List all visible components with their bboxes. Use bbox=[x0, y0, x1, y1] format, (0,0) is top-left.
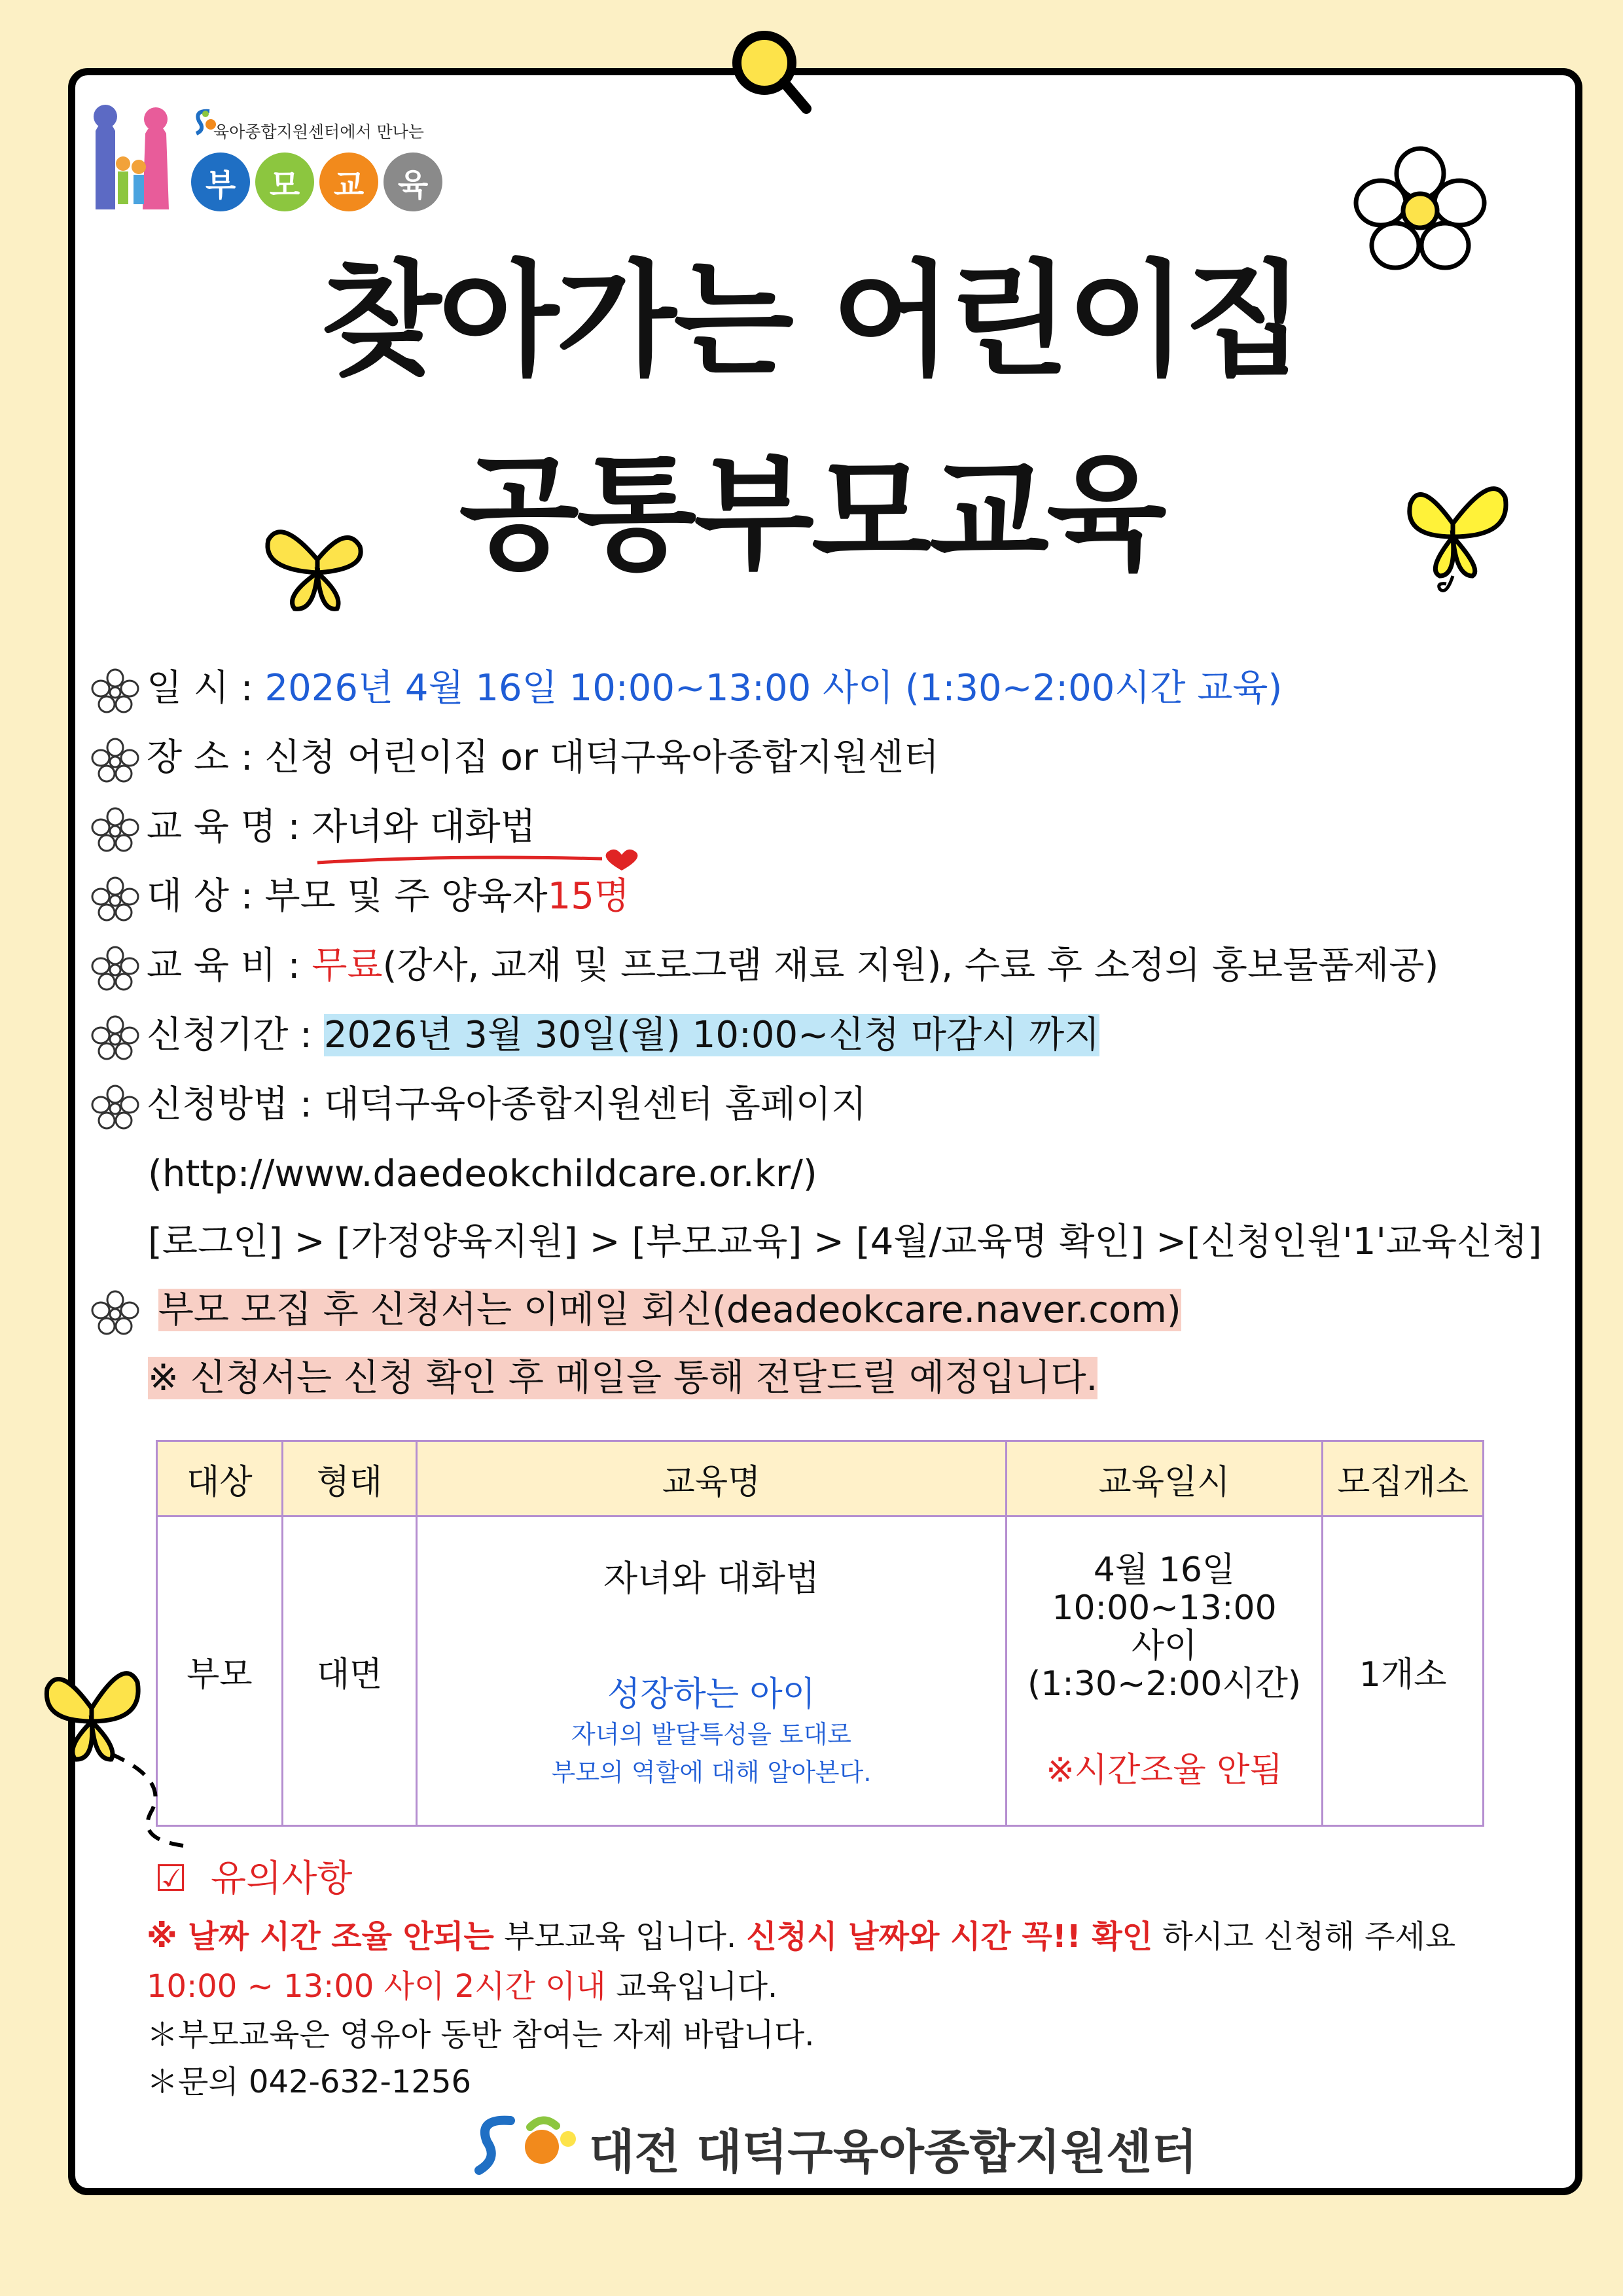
email-note: 부모 모집 후 신청서는 이메일 회신(deadeokcare.naver.com) bbox=[158, 1289, 1181, 1331]
course-title: 자녀와 대화법 bbox=[603, 1558, 820, 1599]
butterfly-trail-icon bbox=[39, 1656, 209, 1852]
time-line-4: (1:30~2:00시간) bbox=[1027, 1664, 1302, 1704]
table-header-row bbox=[157, 1441, 1484, 1516]
schedule-table bbox=[156, 1440, 1484, 1827]
magnifier-icon bbox=[720, 18, 818, 117]
target-count: 15명 bbox=[547, 875, 630, 918]
checkbox-icon: ☑ bbox=[154, 1857, 188, 1900]
main-title-line1: 찾아가는 어린이집 bbox=[321, 248, 1302, 393]
footer-org-name: 대전 대덕구육아종합지원센터 bbox=[589, 2125, 1198, 2179]
date-value: 2026년 4월 16일 10:00~13:00 사이 (1:30~2:00시간 교육) bbox=[264, 667, 1283, 709]
notice-line-3: ＊부모교육은 영유아 동반 참여는 자제 바랍니다. bbox=[147, 2017, 815, 2053]
table-header-cell: 형태 bbox=[282, 1441, 417, 1516]
info-row-email bbox=[88, 1284, 1181, 1336]
email-note-row2 bbox=[148, 1352, 1097, 1405]
course-cell bbox=[417, 1516, 1006, 1826]
fee-free: 무료 bbox=[312, 944, 383, 987]
period-label: 신청기간 : bbox=[147, 1014, 313, 1056]
info-row-target bbox=[88, 870, 630, 923]
notice-l1-black2: 하시고 신청해 주세요 bbox=[1152, 1918, 1456, 1955]
logo-circle-2: 모 bbox=[255, 152, 314, 211]
flower-bullet-icon bbox=[88, 737, 143, 783]
notice-line-1 bbox=[147, 1914, 1455, 1960]
underline-heart-icon bbox=[314, 835, 681, 874]
course-desc-2: 부모의 역할에 대해 알아본다. bbox=[551, 1758, 872, 1787]
main-title-line2: 공통부모교육 bbox=[459, 442, 1164, 586]
info-row-place bbox=[88, 732, 939, 784]
logo-circle-1: 부 bbox=[191, 152, 250, 211]
notice-l1-black1: 부모교육 입니다. bbox=[493, 1918, 747, 1955]
course-subtitle: 성장하는 아이 bbox=[607, 1675, 815, 1714]
time-line-3: 사이 bbox=[1131, 1626, 1198, 1666]
info-row-method bbox=[88, 1079, 866, 1131]
notice-l2-red: 10:00 ~ 13:00 사이 2시간 이내 bbox=[147, 1968, 606, 2005]
flower-bullet-icon bbox=[88, 945, 143, 991]
target-value: 부모 및 주 양육자 bbox=[264, 875, 548, 918]
logo-circle-4: 육 bbox=[383, 152, 442, 211]
flower-bullet-icon bbox=[88, 1014, 143, 1060]
flower-bullet-icon bbox=[88, 876, 143, 922]
count-cell: 1개소 bbox=[1323, 1516, 1484, 1826]
notice-title: 유의사항 bbox=[211, 1857, 353, 1900]
table-row bbox=[157, 1516, 1484, 1826]
method-url[interactable]: (http://www.daedeokchildcare.or.kr/) bbox=[148, 1153, 817, 1195]
period-value: 2026년 3월 30일(월) 10:00~신청 마감시 까지 bbox=[323, 1014, 1100, 1056]
notice-line-2 bbox=[147, 1964, 777, 2009]
place-value: 신청 어린이집 or 대덕구육아종합지원센터 bbox=[264, 736, 939, 779]
course-desc-1: 자녀의 발달특성을 토대로 bbox=[571, 1720, 851, 1749]
flower-bullet-icon bbox=[88, 668, 143, 713]
info-row-fee bbox=[88, 940, 1438, 992]
notice-header bbox=[154, 1856, 352, 1902]
family-logo-icon bbox=[82, 92, 181, 223]
type-cell: 대면 bbox=[282, 1516, 417, 1826]
flower-bullet-icon bbox=[88, 1084, 143, 1130]
notice-l1-red1: ※ 날짜 시간 조율 안되는 bbox=[147, 1918, 494, 1955]
table-header-cell: 모집개소 bbox=[1323, 1441, 1484, 1516]
info-row-date bbox=[88, 662, 1282, 715]
fee-rest: (강사, 교재 및 프로그램 재료 지원), 수료 후 소정의 홍보물품제공) bbox=[382, 944, 1439, 987]
time-line-2: 10:00~13:00 bbox=[1052, 1588, 1277, 1628]
course-name-label: 교 육 명 : bbox=[147, 806, 300, 848]
email-note2: ※ 신청서는 신청 확인 후 메일을 통해 전달드릴 예정입니다. bbox=[148, 1357, 1098, 1399]
place-label: 장 소 : bbox=[147, 736, 253, 779]
fee-label: 교 육 비 : bbox=[147, 944, 300, 987]
table-header-cell: 대상 bbox=[157, 1441, 283, 1516]
method-path: [로그인] > [가정양육지원] > [부모교육] > [4월/교육명 확인] >[신청인원'1'교육신청] bbox=[148, 1221, 1543, 1263]
flower-bullet-icon bbox=[88, 1289, 143, 1335]
time-cell bbox=[1006, 1516, 1323, 1826]
parent-education-logo bbox=[191, 152, 442, 211]
notice-l2-black: 교육입니다. bbox=[605, 1968, 778, 2005]
time-line-1: 4월 16일 bbox=[1093, 1550, 1236, 1590]
flower-bullet-icon bbox=[88, 806, 143, 852]
logo-circle-3: 교 bbox=[319, 152, 378, 211]
target-cell: 부모 bbox=[157, 1516, 283, 1826]
date-label: 일 시 : bbox=[147, 667, 253, 709]
table-header-cell: 교육일시 bbox=[1006, 1441, 1323, 1516]
method-value: 대덕구육아종합지원센터 홈페이지 bbox=[323, 1083, 867, 1126]
notice-line-4: ＊문의 042-632-1256 bbox=[147, 2064, 472, 2100]
logo-subtitle: 육아종합지원센터에서 만나는 bbox=[213, 122, 424, 141]
method-label: 신청방법 : bbox=[147, 1083, 313, 1126]
center-logo-icon bbox=[471, 2109, 582, 2181]
time-warning: ※시간조율 안됨 bbox=[1046, 1750, 1283, 1790]
target-label: 대 상 : bbox=[147, 875, 253, 918]
course-name-value: 자녀와 대화법 bbox=[312, 806, 536, 848]
notice-l1-red2: 신청시 날짜와 시간 꼭!! 확인 bbox=[746, 1918, 1153, 1955]
table-header-cell: 교육명 bbox=[417, 1441, 1006, 1516]
info-row-period bbox=[88, 1009, 1099, 1062]
